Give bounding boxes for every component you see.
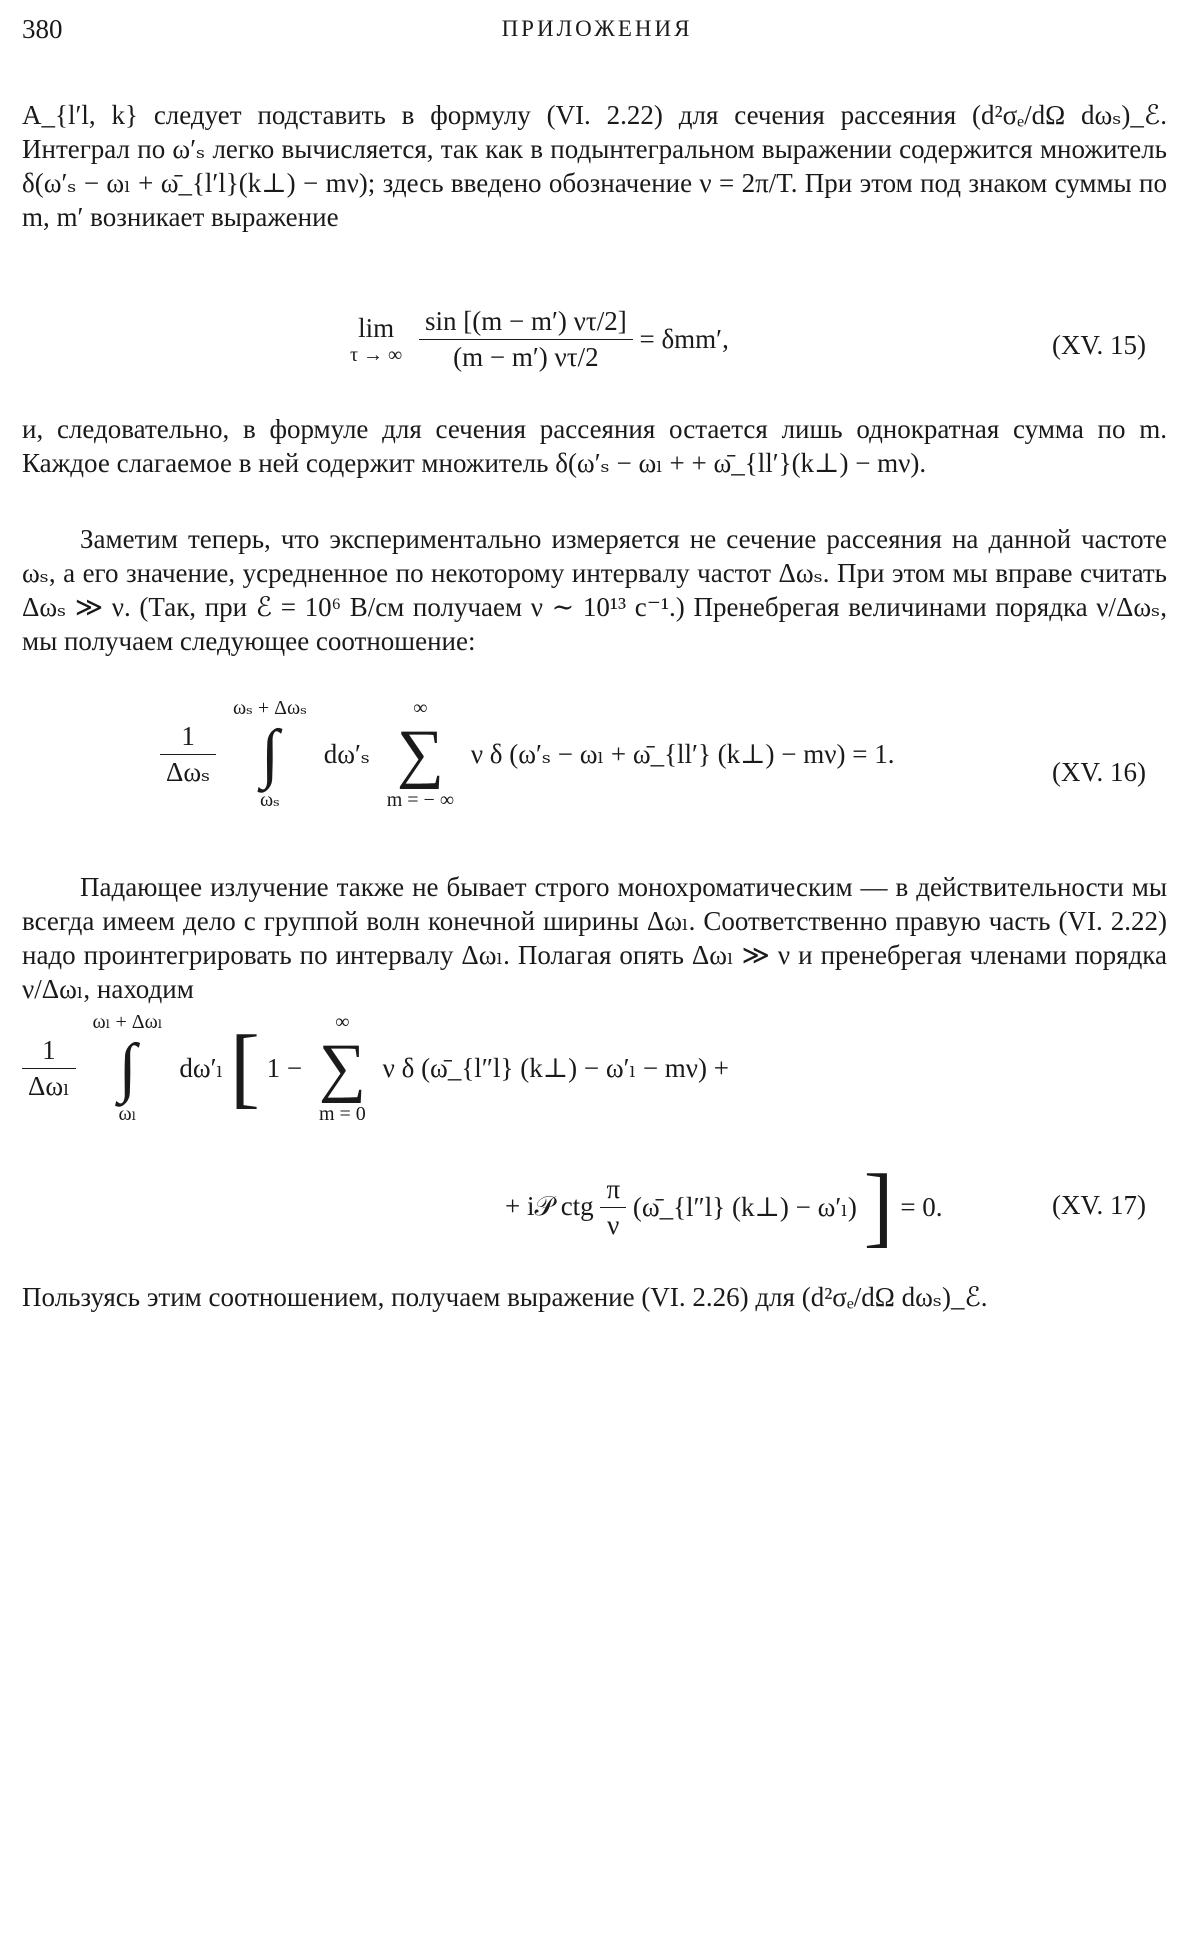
integral-operator xyxy=(233,696,307,812)
sum-sign: ∑ xyxy=(396,717,444,790)
differential: dω′ₗ xyxy=(179,1052,224,1083)
paragraph-3: Заметим теперь, что экспериментально измеряется не сечение рассеяния на данной частоте ωₛ, а его значение, усредненное по некоторому интервалу частот Δωₛ. При этом мы вправе считать Δωₛ ≫ ν. (Так, при ℰ = 10⁶ В/см получаем ν ∼ 10¹³ с⁻¹.) Пренебрегая величинами порядка ν/Δωₛ, мы получаем следующее соотношение: xyxy=(22,524,1167,656)
limit-operator xyxy=(350,313,402,367)
integral-upper-limit: ωₛ + Δωₛ xyxy=(232,697,307,719)
prefactor-numerator: 1 xyxy=(22,1035,76,1069)
equation-xv15 xyxy=(350,306,729,373)
equation-xv16 xyxy=(160,696,894,812)
equation-label-xv17: (XV. 17) xyxy=(1052,1190,1146,1220)
principal-value-term: + i𝒫 ctg xyxy=(505,1191,594,1221)
integral-lower-limit: ωₛ xyxy=(260,789,280,811)
integral-sign: ∫ xyxy=(118,1031,137,1104)
one-minus-term: 1 − xyxy=(266,1052,303,1083)
fraction-denominator: (m − m′) ντ/2 xyxy=(453,342,599,372)
equation-rhs: = δmm′, xyxy=(639,324,729,354)
nu-denominator: ν xyxy=(607,1209,620,1240)
integral-lower-limit: ωₗ xyxy=(118,1103,137,1125)
sum-upper-limit: ∞ xyxy=(413,697,428,719)
sum-lower-limit: m = − ∞ xyxy=(386,789,455,811)
fraction-numerator: sin [(m − m′) ντ/2] xyxy=(419,306,633,340)
equation-label-xv16: (XV. 16) xyxy=(1052,757,1146,787)
sum-operator xyxy=(387,696,454,812)
prefactor-fraction xyxy=(160,721,216,788)
paragraph-5: Пользуясь этим соотношением, получаем выражение (VI. 2.26) для (d²σₑ/dΩ dωₛ)_ℰ. xyxy=(22,1282,988,1312)
integral-operator xyxy=(92,1010,162,1126)
pi-numerator: π xyxy=(600,1174,626,1208)
paragraph-2: и, следовательно, в формуле для сечения рассеяния остается лишь однократная сумма по m. Каждое слагаемое в ней содержит множитель δ(ω′ₛ − ωₗ + + ω̄_{ll′}(k⊥) − mν). xyxy=(22,414,1167,478)
prefactor-denominator: Δωₗ xyxy=(28,1070,70,1101)
sum-lower-limit: m = 0 xyxy=(318,1103,366,1125)
summand: ν δ (ω′ₛ − ωₗ + ω̄_{ll′} (k⊥) − mν) = 1. xyxy=(470,738,895,769)
integral-upper-limit: ωₗ + Δωₗ xyxy=(92,1011,163,1033)
pi-over-nu-fraction xyxy=(600,1174,626,1241)
sum-upper-limit: ∞ xyxy=(335,1011,350,1033)
prefactor-fraction xyxy=(22,1035,76,1102)
paragraph-4: Падающее излучение также не бывает строго монохроматическим — в действительности мы всегда имеем дело с группой волн конечной ширины Δωₗ. Соответственно правую часть (VI. 2.22) надо проинтегрировать по интервалу Δωₗ. Полагая опять Δωₗ ≫ ν и пренебрегая членами порядка ν/Δωₗ, находим xyxy=(22,872,1167,1004)
page-header xyxy=(22,14,1172,50)
prefactor-numerator: 1 xyxy=(160,721,216,755)
sum-operator xyxy=(319,1010,366,1126)
integral-sign: ∫ xyxy=(260,717,279,790)
prefactor-denominator: Δωₛ xyxy=(166,756,211,787)
open-bracket: [ xyxy=(229,1018,260,1117)
ctg-argument: (ω̄_{l″l} (k⊥) − ω′ₗ) xyxy=(632,1191,857,1222)
equation-xv17-line1 xyxy=(22,1010,729,1126)
equation-rhs: = 0. xyxy=(900,1191,943,1222)
limit-fraction xyxy=(419,306,633,373)
limit-subscript: τ → ∞ xyxy=(350,343,403,366)
sum-sign: ∑ xyxy=(318,1031,366,1104)
equation-label-xv15: (XV. 15) xyxy=(1052,330,1146,360)
equation-xv17-line2 xyxy=(505,1157,943,1256)
limit-symbol: lim xyxy=(358,312,395,343)
summand: ν δ (ω̄_{l″l} (k⊥) − ω′ₗ − mν) + xyxy=(382,1052,729,1083)
differential: dω′ₛ xyxy=(323,738,370,769)
page-number: 380 xyxy=(22,14,63,44)
close-bracket: ] xyxy=(863,1157,894,1256)
running-title: ПРИЛОЖЕНИЯ xyxy=(501,16,693,41)
paragraph-1: A_{l′l, k} следует подставить в формулу (VI. 2.22) для сечения рассеяния (d²σₑ/dΩ dωₛ)_ℰ. Интеграл по ω′ₛ легко вычисляется, так как в подынтегральном выражении содержится множитель δ(ω′ₛ − ωₗ + ω̄_{l′l}(k⊥) − mν); здесь введено обозначение ν = 2π/T. При этом под знаком суммы по m, m′ возникает выражение xyxy=(22,100,1167,232)
